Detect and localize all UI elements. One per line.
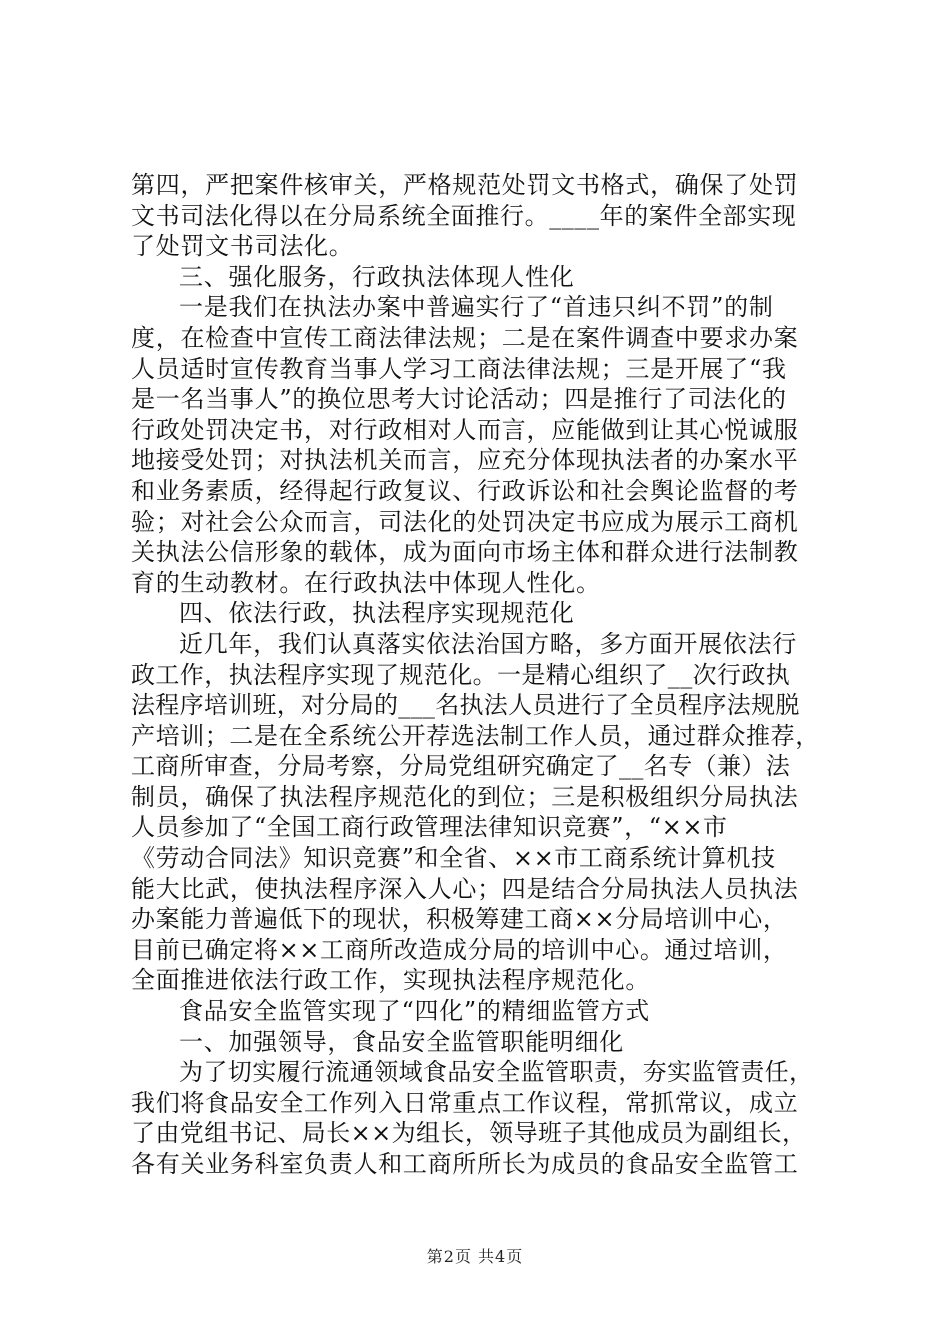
section-heading: 食品安全监管实现了“四化”的精细监管方式 [179,997,650,1026]
text-line: 度，在检查中宣传工商法律法规；二是在案件调查中要求办案 [131,323,799,352]
section-heading: 一、加强领导，食品安全监管职能明细化 [179,1027,624,1056]
text-line: 了处罚文书司法化。 [131,232,354,261]
section-heading: 四、依法行政，执法程序实现规范化 [179,599,575,628]
text-line: 为了切实履行流通领域食品安全监管职责，夯实监管责任， [179,1058,814,1087]
text-line: 工商所审查，分局考察，分局党组研究确定了__名专（兼）法 [131,752,791,781]
text-line: 行政处罚决定书，对行政相对人而言，应能做到让其心悦诚服 [131,415,799,444]
text-line: 法程序培训班，对分局的___名执法人员进行了全员程序法规脱 [131,691,800,720]
text-line: 地接受处罚；对执法机关而言，应充分体现执法者的办案水平 [131,446,799,475]
text-line: 人员适时宣传教育当事人学习工商法律法规；三是开展了“我 [131,354,787,383]
text-line: 能大比武，使执法程序深入人心；四是结合分局执法人员执法 [131,874,799,903]
text-line: 我们将食品安全工作列入日常重点工作议程，常抓常议，成立 [131,1088,799,1117]
text-line: 《劳动合同法》知识竞赛”和全省、××市工商系统计算机技 [131,844,776,873]
text-line: 一是我们在执法办案中普遍实行了“首违只纠不罚”的制 [179,293,774,322]
text-line: 了由党组书记、局长××为组长，领导班子其他成员为副组长， [131,1119,807,1148]
section-heading: 三、强化服务，行政执法体现人性化 [179,262,575,291]
text-line: 办案能力普遍低下的现状，积极筹建工商××分局培训中心， [131,905,788,934]
text-line: 第四，严把案件核审关，严格规范处罚文书格式，确保了处罚 [131,171,799,199]
text-line: 和业务素质，经得起行政复议、行政诉讼和社会舆论监督的考 [131,476,799,505]
text-line: 各有关业务科室负责人和工商所所长为成员的食品安全监管工 [131,1150,799,1178]
text-line: 是一名当事人”的换位思考大讨论活动；四是推行了司法化的 [131,385,787,414]
text-line: 全面推进依法行政工作，实现执法程序规范化。 [131,966,651,995]
text-line: 人员参加了“全国工商行政管理法律知识竞赛”，“××市 [131,813,728,842]
text-line: 关执法公信形象的载体，成为面向市场主体和群众进行法制教 [131,538,799,567]
text-line: 文书司法化得以在分局系统全面推行。____年的案件全部实现 [131,201,797,230]
text-line: 验；对社会公众而言，司法化的处罚决定书应成为展示工商机 [131,507,799,536]
document-body [131,170,831,1180]
text-line: 育的生动教材。在行政执法中体现人性化。 [131,568,601,597]
text-line: 政工作，执法程序实现了规范化。一是精心组织了__次行政执 [131,660,791,689]
text-line: 近几年，我们认真落实依法治国方略，多方面开展依法行 [179,629,797,658]
page-number-label: 第2页 共4页 [426,1247,524,1266]
page-footer [0,1244,950,1267]
text-line: 目前已确定将××工商所改造成分局的培训中心。通过培训， [131,935,788,964]
text-line: 产培训；二是在全系统公开荐选法制工作人员，通过群众推荐， [131,721,820,750]
text-line: 制员，确保了执法程序规范化的到位；三是积极组织分局执法 [131,782,799,811]
